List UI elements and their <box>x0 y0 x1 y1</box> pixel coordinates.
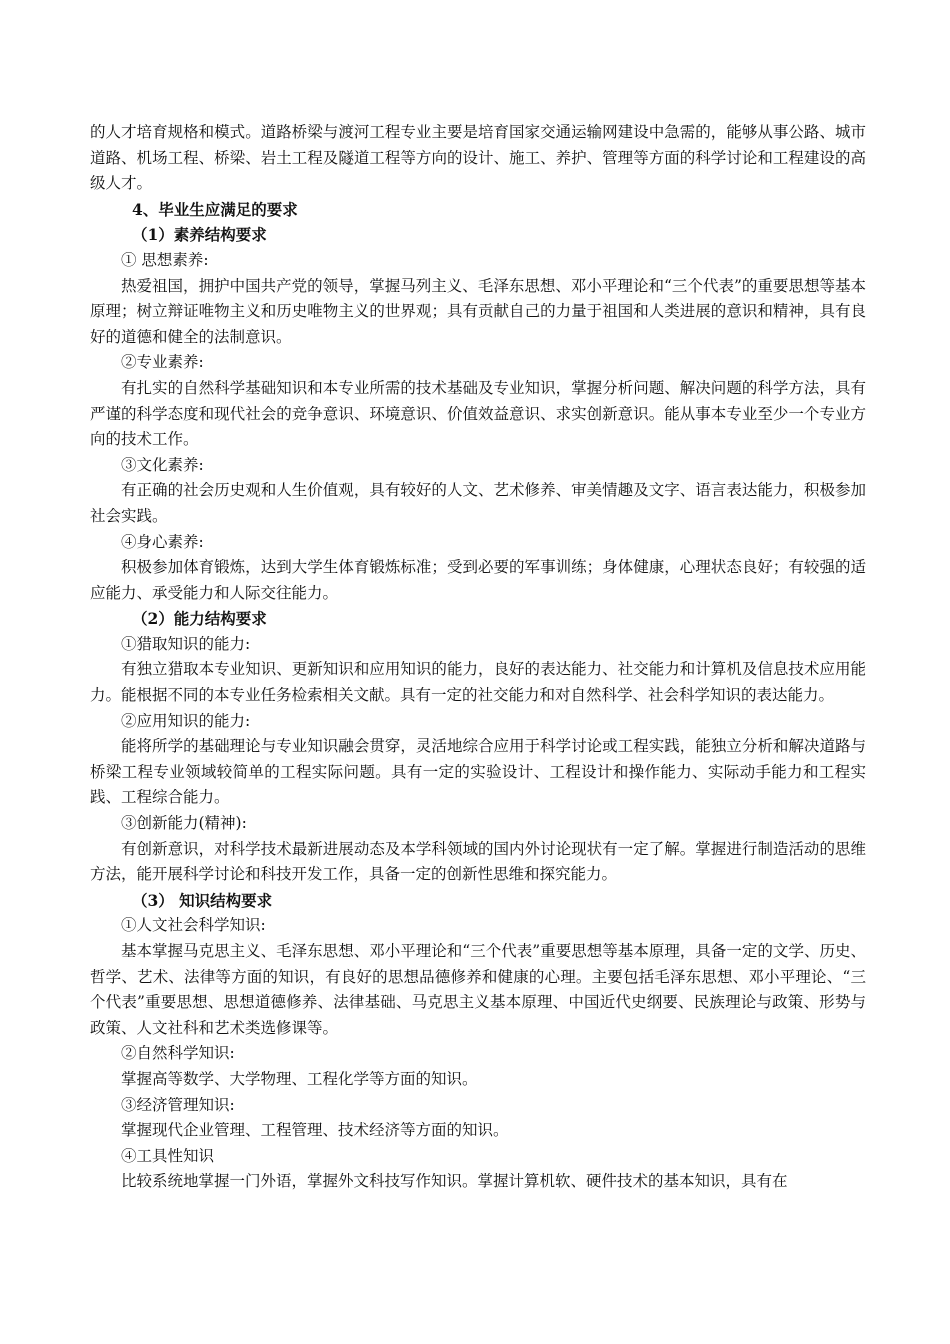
subheading-tool-knowledge: ④工具性知识 <box>121 1146 215 1165</box>
subheading-humanities: ①人文社会科学知识: <box>121 916 266 935</box>
paragraph-humanities: 基本掌握马克思主义、毛泽东思想、邓小平理论和“三个代表”重要思想等基本原理，具备一定的文学、历史、哲学、艺术、法律等方面的知识，有良好的思想品德修养和健康的心理。主要包括毛泽东思想、邓小平理论、“三个代表”重要思想、思想道德修养、法律基础、马克思主义基本原理、中国近代史纲要、民族理论与政策、形势与政策、人文社科和艺术类选修课等。 <box>90 942 866 1037</box>
paragraph-cultural: 有正确的社会历史观和人生价值观，具有较好的人文、艺术修养、审美情趣及文字、语言表达能力，积极参加社会实践。 <box>90 481 866 525</box>
subheading-ideological: ① 思想素养: <box>121 250 209 269</box>
subheading-acquire-knowledge: ①猎取知识的能力: <box>121 634 251 653</box>
paragraph-innovation: 有创新意识，对科学技术最新进展动态及本学科领域的国内外讨论现状有一定了解。掌握进行制造活动的思维方法，能开展科学讨论和科技开发工作，具备一定的创新性思维和探究能力。 <box>90 839 866 884</box>
paragraph-ideological: 热爱祖国，拥护中国共产党的领导，掌握马列主义、毛泽东思想、邓小平理论和“三个代表”的重要思想等基本原理；树立辩证唯物主义和历史唯物主义的世界观；具有贡献自己的力量于祖国和人类进展的意识和精神，具有良好的道德和健全的法制意识。 <box>90 276 866 346</box>
paragraph-physical-mental: 积极参加体育锻炼，达到大学生体育锻炼标准；受到必要的军事训练；身体健康，心理状态良好；有较强的适应能力、承受能力和人际交往能力。 <box>90 558 866 602</box>
paragraph-economic-management: 掌握现代企业管理、工程管理、技术经济等方面的知识。 <box>121 1121 509 1140</box>
paragraph-intro: 的人才培育规格和模式。道路桥梁与渡河工程专业主要是培育国家交通运输网建设中急需的，能够从事公路、城市道路、机场工程、桥梁、岩土工程及隧道工程等方向的设计、施工、养护、管理等方面的科学讨论和工程建设的高级人才。 <box>90 123 866 193</box>
subheading-natural-science: ②自然科学知识: <box>121 1044 235 1063</box>
subheading-cultural: ③文化素养: <box>121 455 204 474</box>
subheading-economic-management: ③经济管理知识: <box>121 1095 235 1114</box>
paragraph-apply-knowledge: 能将所学的基础理论与专业知识融会贯穿，灵活地综合应用于科学讨论或工程实践，能独立分析和解决道路与桥梁工程专业领域较简单的工程实际问题。具有一定的实验设计、工程设计和操作能力、实际动手能力和工程实践、工程综合能力。 <box>90 737 866 807</box>
paragraph-acquire-knowledge: 有独立猎取本专业知识、更新知识和应用知识的能力，良好的表达能力、社交能力和计算机及信息技术应用能力。能根据不同的本专业任务检索相关文献。具有一定的社交能力和对自然科学、社会科学知识的表达能力。 <box>90 660 866 705</box>
paragraph-tool-knowledge: 比较系统地掌握一门外语，掌握外文科技写作知识。掌握计算机软、硬件技术的基本知识，具有在 <box>121 1172 788 1191</box>
subheading-physical-mental: ④身心素养: <box>121 532 204 551</box>
paragraph-professional: 有扎实的自然科学基础知识和本专业所需的技术基础及专业知识，掌握分析问题、解决问题的科学方法，具有严谨的科学态度和现代社会的竞争意识、环境意识、价值效益意识、求实创新意识。能从事本专业至少一个专业方向的技术工作。 <box>90 378 866 449</box>
subheading-professional: ②专业素养: <box>121 353 204 372</box>
subheading-apply-knowledge: ②应用知识的能力: <box>121 711 251 730</box>
heading-knowledge-structure: （3） 知识结构要求 <box>132 890 273 910</box>
heading-quality-structure: （1）素养结构要求 <box>132 225 267 245</box>
heading-ability-structure: （2）能力结构要求 <box>132 609 267 629</box>
paragraph-natural-science: 掌握高等数学、大学物理、工程化学等方面的知识。 <box>121 1069 478 1088</box>
subheading-innovation: ③创新能力(精神): <box>121 814 247 833</box>
heading-graduate-requirements: 4、毕业生应满足的要求 <box>132 199 298 219</box>
document-body <box>90 120 866 1195</box>
